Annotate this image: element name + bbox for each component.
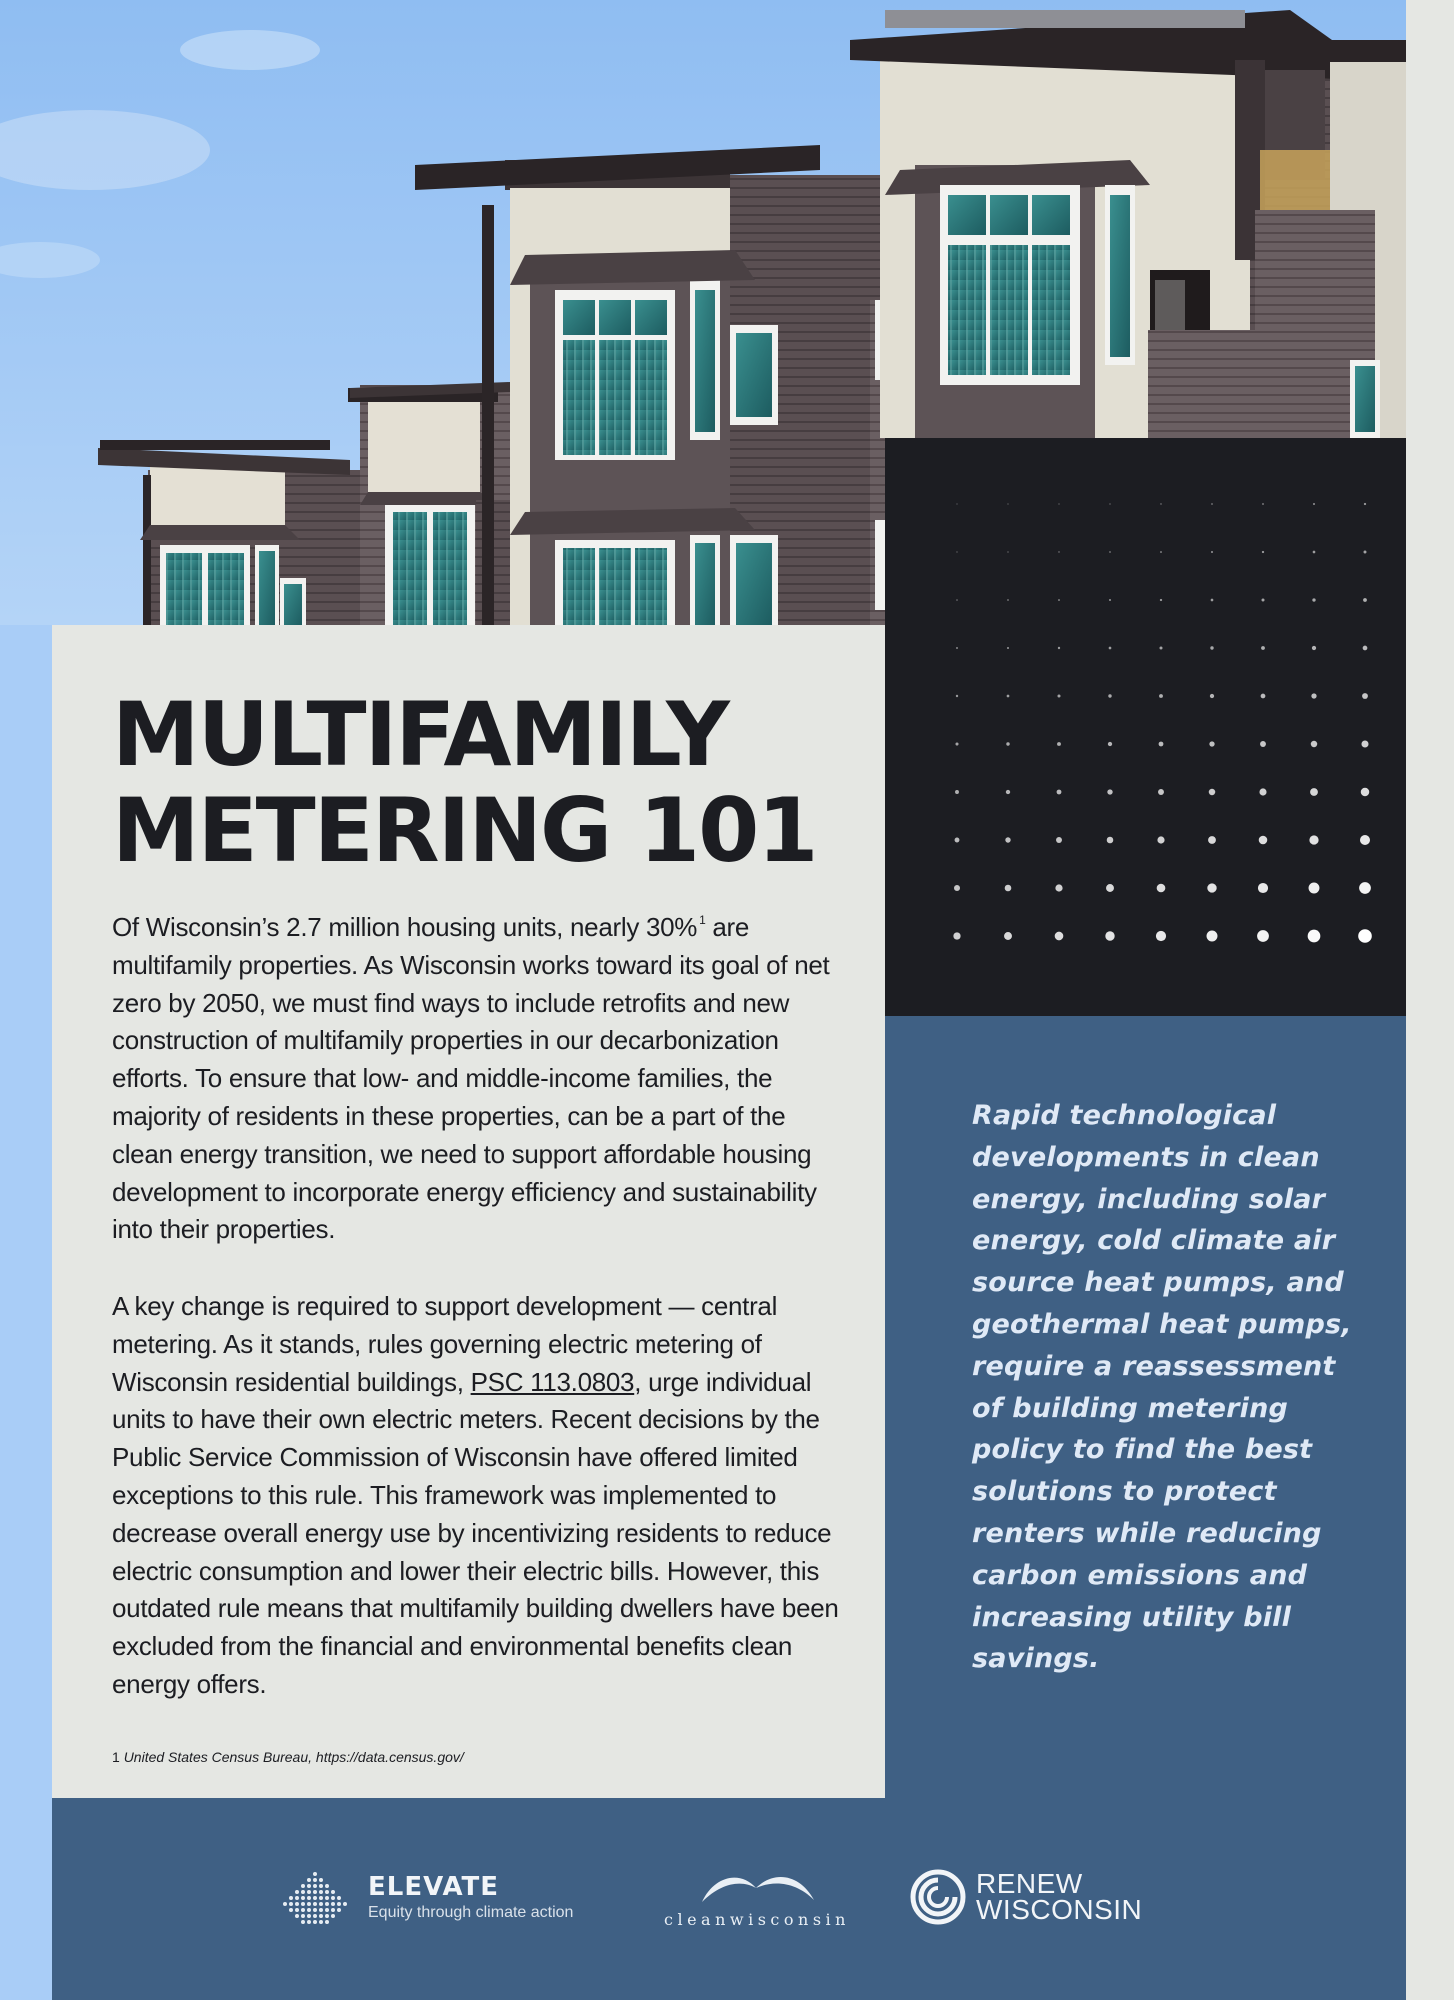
footnote (112, 1749, 464, 1765)
clean-wisconsin-logo (664, 1866, 850, 1929)
pattern-dot (1109, 599, 1111, 601)
metering-paragraph (112, 1288, 852, 1704)
pattern-dot (1261, 646, 1265, 650)
pattern-dot (1259, 788, 1266, 795)
pattern-dot (1105, 931, 1114, 940)
elevate-name: ELEVATE (368, 1872, 500, 1902)
pattern-dot (1057, 694, 1060, 697)
pattern-dot (1157, 836, 1164, 843)
pattern-dot (1209, 789, 1216, 796)
footnote-source: United States Census Bureau, https://data.census.gov/ (123, 1749, 464, 1765)
pattern-dot (1058, 647, 1060, 649)
pattern-dot (1362, 693, 1368, 699)
pattern-dot (1007, 695, 1010, 698)
pattern-dot (1262, 599, 1265, 602)
renew-line-1: RENEW (976, 1868, 1083, 1899)
pattern-dot (1208, 836, 1216, 844)
pattern-dot (1207, 931, 1218, 942)
pattern-dot (1364, 551, 1367, 554)
pattern-dot (1159, 694, 1163, 698)
content-panel (52, 625, 885, 1798)
pattern-dot (1311, 693, 1316, 698)
title-line-2: METERING 101 (112, 779, 817, 882)
footnote-reference: 1 (699, 913, 706, 927)
pattern-dot (1310, 788, 1318, 796)
pattern-dot (956, 503, 957, 504)
intro-text-rest: are multifamily properties. As Wisconsin works toward its goal of net zero by 2050, we must find ways to include retrofits and new construction of multifamily properties in our decarbonization efforts. To ensure that low- and middle-income families, the majority of residents in these properties, can be a part of the clean energy transition, we need to support affordable housing development to incorporate energy efficiency and sustainability into their properties. (112, 912, 830, 1245)
pattern-dot (1210, 646, 1213, 649)
pattern-dot (1261, 694, 1266, 699)
pattern-dot (1056, 837, 1062, 843)
renew-wordmark (976, 1868, 1143, 1925)
pattern-dot (1260, 741, 1266, 747)
pattern-dot (1157, 884, 1166, 893)
pattern-dot (1358, 929, 1372, 943)
pattern-dot (1058, 503, 1059, 504)
pattern-dot (1159, 646, 1162, 649)
pattern-dot (1057, 790, 1062, 795)
psc-rule-link[interactable]: PSC 113.0803 (470, 1366, 635, 1397)
pattern-dot (1160, 503, 1161, 504)
partner-logo-footer (52, 1798, 1406, 2000)
page-title (112, 683, 872, 882)
clean-wisconsin-wings-icon (692, 1866, 822, 1906)
pattern-dot (1159, 742, 1164, 747)
pattern-dot (1006, 742, 1009, 745)
pattern-dot (1055, 884, 1062, 891)
clean-wisconsin-name: cleanwisconsin (664, 1910, 850, 1929)
pattern-dot (956, 647, 958, 649)
pattern-dot (1363, 646, 1368, 651)
pattern-dot (953, 932, 960, 939)
pattern-dot (1360, 835, 1370, 845)
pattern-dot (1106, 884, 1114, 892)
pattern-dot (1057, 742, 1061, 746)
renew-line-2: WISCONSIN (976, 1894, 1143, 1925)
dot-grid-pattern (885, 438, 1406, 1016)
pattern-dot (1160, 551, 1162, 553)
pattern-dot (1257, 930, 1269, 942)
pattern-dot (955, 742, 958, 745)
pattern-dot (955, 790, 959, 794)
pattern-dot (1209, 741, 1214, 746)
pattern-dot (1005, 837, 1010, 842)
elevate-logo (278, 1870, 573, 1926)
pattern-dot (1160, 599, 1162, 601)
pattern-dot (1108, 694, 1111, 697)
pattern-dot (1259, 836, 1268, 845)
footnote-number: 1 (112, 1749, 120, 1765)
pattern-dot (1055, 932, 1064, 941)
pattern-dot (956, 695, 958, 697)
pattern-dot (955, 838, 960, 843)
pattern-dot (1058, 599, 1060, 601)
pattern-dot (1361, 788, 1369, 796)
pattern-dot (1313, 551, 1316, 554)
pattern-dot (1363, 598, 1367, 602)
pattern-dot (1207, 883, 1216, 892)
pull-quote: Rapid technological developments in clean energy, including solar energy, cold climate air source heat pumps, and geothermal heat pumps, require a reassessment of building metering policy to find the best solutions to protect renters while reducing carbon emissions and increasing utility bill savings. (972, 1100, 1352, 1675)
pattern-dot (1007, 503, 1008, 504)
renew-swirl-icon (908, 1868, 968, 1926)
pattern-dot (1364, 503, 1366, 505)
pattern-dot (1309, 883, 1320, 894)
pattern-dot (1211, 599, 1214, 602)
dot-pattern-panel (885, 438, 1406, 1016)
pattern-dot (1108, 742, 1112, 746)
pattern-dot (1158, 789, 1164, 795)
pattern-dot (1309, 835, 1318, 844)
elevate-diamond-icon (278, 1870, 352, 1926)
pattern-dot (1107, 789, 1112, 794)
pattern-dot (1058, 551, 1059, 552)
pattern-dot (954, 885, 960, 891)
intro-text-start: Of Wisconsin’s 2.7 million housing units, nearly 30% (112, 912, 698, 942)
pattern-dot (1359, 882, 1371, 894)
pattern-dot (1313, 503, 1315, 505)
pattern-dot (1156, 931, 1166, 941)
pattern-dot (1262, 503, 1264, 505)
metering-text-rest: , urge individual units to have their own electric meters. Recent decisions by the Public Service Commission of Wisconsin have offered limited exceptions to this rule. This framework was implemented to decrease overall energy use by incentivizing residents to reduce electric consumption and lower their electric bills. However, this outdated rule means that multifamily building dwellers have been excluded from the financial and environmental benefits clean energy offers. (112, 1366, 839, 1699)
pattern-dot (956, 599, 958, 601)
right-margin-strip (1406, 0, 1454, 2000)
intro-paragraph (112, 909, 852, 1249)
pattern-dot (1262, 551, 1264, 553)
pattern-dot (1258, 883, 1268, 893)
pattern-dot (1107, 837, 1114, 844)
pattern-dot (1210, 694, 1214, 698)
pattern-dot (1006, 790, 1010, 794)
pattern-dot (1004, 932, 1012, 940)
elevate-tagline: Equity through climate action (368, 1904, 574, 1921)
pattern-dot (956, 551, 957, 552)
metering-text-start: A key change is required to support development — central metering. As it stands, rules governing electric metering of Wisconsin residential buildings, (112, 1291, 778, 1397)
pattern-dot (1109, 503, 1110, 504)
pattern-dot (1007, 599, 1009, 601)
pattern-dot (1211, 551, 1213, 553)
elevate-wordmark (368, 1872, 573, 1924)
renew-wisconsin-logo (908, 1868, 1142, 1926)
pattern-dot (1007, 647, 1009, 649)
pattern-dot (1007, 551, 1008, 552)
title-line-1: MULTIFAMILY (112, 683, 728, 786)
pattern-dot (1109, 551, 1111, 553)
pattern-dot (1308, 930, 1321, 943)
pull-quote-panel (885, 1016, 1406, 1798)
pattern-dot (1312, 598, 1315, 601)
pattern-dot (1109, 647, 1112, 650)
pattern-dot (1211, 503, 1213, 505)
pattern-dot (1311, 741, 1317, 747)
pattern-dot (1361, 740, 1368, 747)
pattern-dot (1005, 885, 1012, 892)
pattern-dot (1312, 646, 1316, 650)
